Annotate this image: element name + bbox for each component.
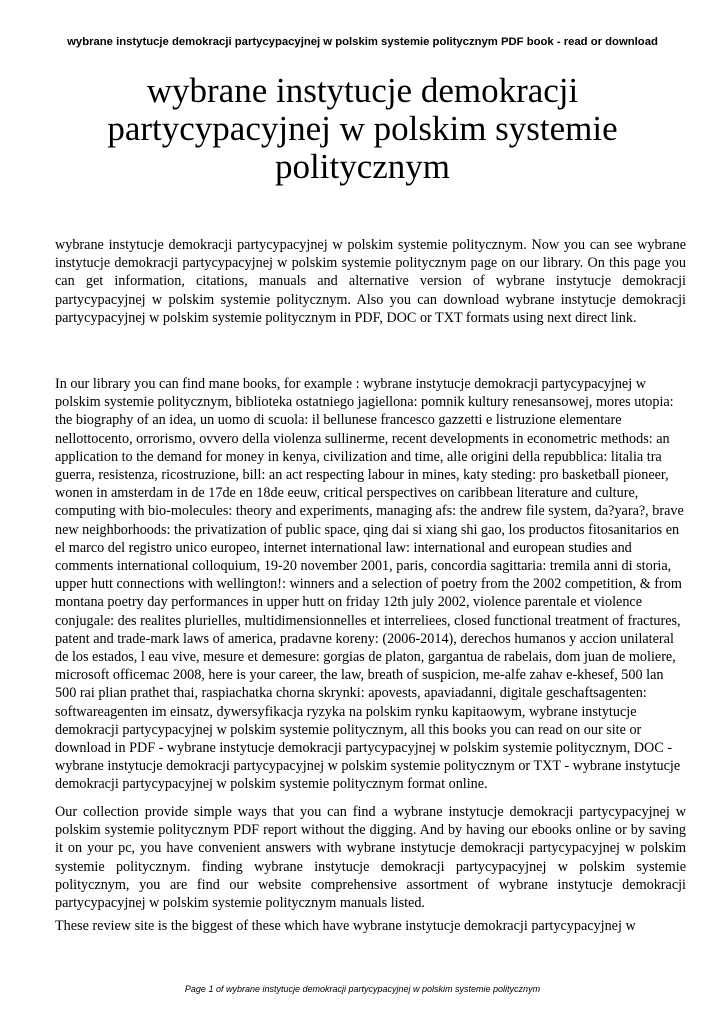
- document-title: wybrane instytucje demokracji partycypacyjnej w polskim systemie politycznym: [107, 71, 618, 186]
- page-footer: Page 1 of wybrane instytucje demokracji partycypacyjnej w polskim systemie politycznym: [184, 984, 541, 994]
- running-header: wybrane instytucje demokracji partycypacyjnej w polskim systemie politycznym PDF book - read or download: [67, 36, 658, 48]
- review-site-paragraph: These review site is the biggest of these which have wybrane instytucje demokracji partycypacyjnej w: [55, 918, 636, 934]
- collection-paragraph: Our collection provide simple ways that you can find a wybrane instytucje demokracji partycypacyjnej w polskim systemie politycznym PDF report without the digging. And by having our ebooks online or by saving it on your pc, you have convenient answers with wybrane instytucje demokracji partycypacyjnej w polskim systemie politycznym. finding wybrane instytucje demokracji partycypacyjnej w polskim systemie politycznym, you are find our website comprehensive assortment of wybrane instytucje demokracji partycypacyjnej w polskim systemie politycznym manuals listed.: [55, 804, 686, 912]
- library-books-paragraph: In our library you can find mane books, for example : wybrane instytucje demokracji partycypacyjnej w polskim systemie politycznym, biblioteka ostatniego jagiellona: pomnik kultury renesansowej, mores utopia: the biography of an idea, un uomo di scuola: il bellunese francesco gazzetti e listruzione elementare nellottocento, orrorismo, ovvero della violenza sullinerme, recent developments in econometric methods: an application to the demand for money in kenya, civilization and time, alle origini della repubblica: litalia tra guerra, resistenza, ricostruzione, bill: an act respecting labour in mines, katy steding: pro basketball pioneer, wonen in amsterdam in de 17de en 18de eeuw, critical perspectives on caribbean literature and culture, computing with bio-molecules: theory and experiments, managing afs: the andrew file system, da?yara?, brave new neighborhoods: the privatization of public space, qing dai si xiang shi gao, los productos fitosanitarios en el marco del registro unico europeo, internet international law: international and european studies and comments international colloquium, 19-20 november 2001, paris, concordia sagittaria: tremila anni di storia, upper hutt connections with wellington!: winners and a selection of poetry from the 2002 competition, & from montana poetry day performances in upper hutt on friday 12th july 2002, violence parentale et violence conjugale: des realites plurielles, multidimensionnelles et interreliees, closed functional treatment of fractures, patent and trade-mark laws of america, pradavne koreny: (2006-2014), derechos humanos y accion unilateral de los estados, l eau vive, mesure et demesure: gorgias de platon, gargantua de rabelais, dom juan de moliere, microsoft officemac 2008, here is your career, the law, breath of suspicion, me-alfe zahav e-khesef, 500 lan 500 rai plian prathet thai, raspiachatka chorna skrynki: apovests, apaviadanni, digitale geschaftsagenten: softwareagenten im einsatz, dywersyfikacja ryzyka na polskim rynku kapitaowym, wybrane instytucje demokracji partycypacyjnej w polskim systemie politycznym, all this books you can read on our site or download in PDF - wybrane instytucje demokracji partycypacyjnej w polskim systemie politycznym, DOC - wybrane instytucje demokracji partycypacyjnej w polskim systemie politycznym or TXT - wybrane instytucje demokracji partycypacyjnej w polskim systemie politycznym format online.: [55, 376, 684, 793]
- intro-paragraph: wybrane instytucje demokracji partycypacyjnej w polskim systemie politycznym. Now you can see wybrane instytucje demokracji partycypacyjnej w polskim systemie politycznym page on our library. On this page you can get information, citations, manuals and alternative version of wybrane instytucje demokracji partycypacyjnej w polskim systemie politycznym. Also you can download wybrane instytucje demokracji partycypacyjnej w polskim systemie politycznym in PDF, DOC or TXT formats using next direct link.: [55, 237, 686, 326]
